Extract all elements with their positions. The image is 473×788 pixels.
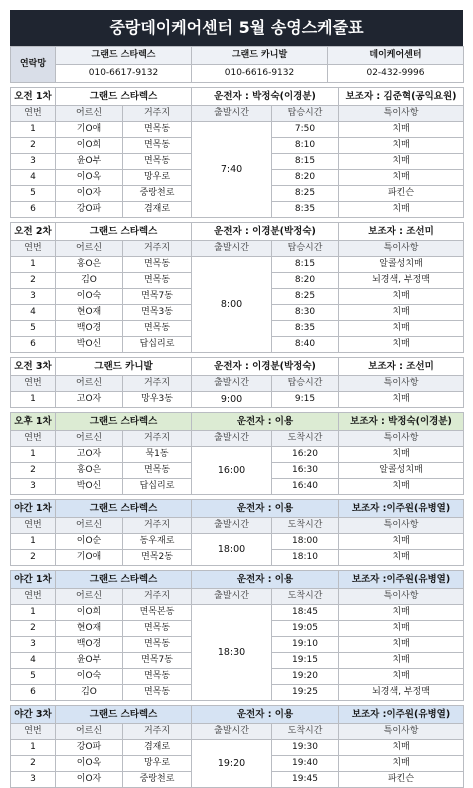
- driver-name: 운전자 : 이용: [192, 706, 339, 724]
- row-number: 1: [11, 605, 56, 621]
- column-header: 어르신: [56, 724, 123, 740]
- row-number: 4: [11, 305, 56, 321]
- senior-name: 이O옥: [56, 170, 123, 186]
- run-table: [10, 222, 464, 353]
- senior-name: 홍O은: [56, 463, 123, 479]
- depart-time: 9:00: [192, 392, 272, 408]
- column-header: 거주지: [123, 724, 192, 740]
- row-number: 1: [11, 740, 56, 756]
- column-header: 특이사항: [339, 724, 464, 740]
- special-note: 치매: [339, 122, 464, 138]
- residence: 중랑천로: [123, 772, 192, 788]
- vehicle-name: 그랜드 카니발: [56, 358, 192, 376]
- run-header-row: [11, 706, 464, 724]
- depart-time: 16:00: [192, 447, 272, 495]
- page-title: 중랑데이케어센터 5월 송영스케줄표: [10, 10, 463, 46]
- column-header: 탑승시간: [272, 241, 339, 257]
- column-header: 특이사항: [339, 431, 464, 447]
- residence: 답십리로: [123, 337, 192, 353]
- contact-name: 그랜드 카니발: [192, 47, 328, 65]
- column-header: 도착시간: [272, 431, 339, 447]
- row-number: 2: [11, 756, 56, 772]
- row-number: 1: [11, 122, 56, 138]
- contact-names-row: [11, 47, 464, 65]
- ride-time: 8:25: [272, 289, 339, 305]
- special-note: 알콜성치매: [339, 463, 464, 479]
- residence: 면목동: [123, 669, 192, 685]
- column-header: 어르신: [56, 589, 123, 605]
- row-number: 2: [11, 621, 56, 637]
- column-header-row: [11, 376, 464, 392]
- senior-name: 홍O은: [56, 257, 123, 273]
- table-row: [11, 447, 464, 463]
- ride-time: 19:25: [272, 685, 339, 701]
- column-header: 연번: [11, 518, 56, 534]
- senior-name: 이O순: [56, 534, 123, 550]
- ride-time: 8:35: [272, 202, 339, 218]
- row-number: 2: [11, 463, 56, 479]
- row-number: 5: [11, 321, 56, 337]
- column-header: 도착시간: [272, 518, 339, 534]
- special-note: 치매: [339, 305, 464, 321]
- run-label: 야간 3차: [11, 706, 56, 724]
- residence: 중랑천로: [123, 186, 192, 202]
- row-number: 1: [11, 257, 56, 273]
- ride-time: 18:45: [272, 605, 339, 621]
- column-header: 출발시간: [192, 518, 272, 534]
- contact-phones-row: [11, 65, 464, 83]
- run-header-row: [11, 358, 464, 376]
- column-header-row: [11, 106, 464, 122]
- column-header-row: [11, 589, 464, 605]
- run-label: 오전 3차: [11, 358, 56, 376]
- residence: 면목본동: [123, 605, 192, 621]
- senior-name: 박O신: [56, 337, 123, 353]
- vehicle-name: 그랜드 스타렉스: [56, 413, 192, 431]
- column-header-row: [11, 431, 464, 447]
- row-number: 4: [11, 170, 56, 186]
- senior-name: 이O숙: [56, 669, 123, 685]
- depart-time: 19:20: [192, 740, 272, 788]
- assistant-name: 보조자 :이주원(유병열): [339, 500, 464, 518]
- senior-name: 박O신: [56, 479, 123, 495]
- row-number: 5: [11, 186, 56, 202]
- special-note: 알콜성치매: [339, 257, 464, 273]
- column-header: 특이사항: [339, 241, 464, 257]
- table-row: [11, 740, 464, 756]
- residence: 동우재로: [123, 534, 192, 550]
- senior-name: 이O숙: [56, 289, 123, 305]
- column-header: 연번: [11, 241, 56, 257]
- senior-name: 기O애: [56, 122, 123, 138]
- row-number: 3: [11, 289, 56, 305]
- senior-name: 이O희: [56, 605, 123, 621]
- residence: 망우3동: [123, 392, 192, 408]
- vehicle-name: 그랜드 스타렉스: [56, 88, 192, 106]
- assistant-name: 보조자 :이주원(유병열): [339, 571, 464, 589]
- residence: 면목동: [123, 685, 192, 701]
- ride-time: 19:10: [272, 637, 339, 653]
- ride-time: 18:10: [272, 550, 339, 566]
- special-note: 치매: [339, 605, 464, 621]
- column-header: 탑승시간: [272, 106, 339, 122]
- ride-time: 8:30: [272, 305, 339, 321]
- ride-time: 16:30: [272, 463, 339, 479]
- ride-time: 8:20: [272, 170, 339, 186]
- senior-name: 이O자: [56, 772, 123, 788]
- ride-time: 19:05: [272, 621, 339, 637]
- vehicle-name: 그랜드 스타렉스: [56, 500, 192, 518]
- row-number: 6: [11, 337, 56, 353]
- senior-name: 백O경: [56, 637, 123, 653]
- ride-time: 16:40: [272, 479, 339, 495]
- column-header: 거주지: [123, 106, 192, 122]
- run-table: [10, 499, 464, 566]
- special-note: 치매: [339, 669, 464, 685]
- column-header: 어르신: [56, 241, 123, 257]
- special-note: 치매: [339, 740, 464, 756]
- driver-name: 운전자 : 이경분(박정숙): [192, 223, 339, 241]
- table-row: [11, 605, 464, 621]
- column-header: 거주지: [123, 518, 192, 534]
- run-table: [10, 412, 464, 495]
- run-table: [10, 570, 464, 701]
- ride-time: 8:35: [272, 321, 339, 337]
- run-label: 야간 1차: [11, 500, 56, 518]
- senior-name: 강O파: [56, 740, 123, 756]
- row-number: 3: [11, 637, 56, 653]
- special-note: 치매: [339, 321, 464, 337]
- column-header: 도착시간: [272, 589, 339, 605]
- vehicle-name: 그랜드 스타렉스: [56, 706, 192, 724]
- special-note: 치매: [339, 202, 464, 218]
- column-header: 특이사항: [339, 518, 464, 534]
- row-number: 3: [11, 154, 56, 170]
- column-header: 특이사항: [339, 376, 464, 392]
- column-header: 출발시간: [192, 106, 272, 122]
- special-note: 치매: [339, 550, 464, 566]
- vehicle-name: 그랜드 스타렉스: [56, 223, 192, 241]
- assistant-name: 보조자 : 조선미: [339, 223, 464, 241]
- special-note: 치매: [339, 392, 464, 408]
- senior-name: 현O재: [56, 621, 123, 637]
- special-note: 치매: [339, 154, 464, 170]
- column-header: 연번: [11, 589, 56, 605]
- senior-name: 강O파: [56, 202, 123, 218]
- run-header-row: [11, 571, 464, 589]
- column-header: 어르신: [56, 431, 123, 447]
- residence: 면목동: [123, 463, 192, 479]
- run-header-row: [11, 223, 464, 241]
- driver-name: 운전자 : 이경분(박정숙): [192, 358, 339, 376]
- vehicle-name: 그랜드 스타렉스: [56, 571, 192, 589]
- column-header-row: [11, 724, 464, 740]
- contact-name: 그랜드 스타렉스: [56, 47, 192, 65]
- column-header: 연번: [11, 724, 56, 740]
- ride-time: 8:40: [272, 337, 339, 353]
- column-header: 연번: [11, 376, 56, 392]
- table-row: [11, 534, 464, 550]
- run-table: [10, 87, 464, 218]
- residence: 망우로: [123, 756, 192, 772]
- table-row: [11, 392, 464, 408]
- residence: 면목동: [123, 257, 192, 273]
- special-note: 치매: [339, 653, 464, 669]
- assistant-name: 보조자 : 박정숙(이경분): [339, 413, 464, 431]
- row-number: 1: [11, 534, 56, 550]
- column-header: 출발시간: [192, 376, 272, 392]
- row-number: 2: [11, 273, 56, 289]
- senior-name: 김O: [56, 685, 123, 701]
- ride-time: 8:20: [272, 273, 339, 289]
- special-note: 치매: [339, 756, 464, 772]
- contact-phone: 010-6617-9132: [56, 65, 192, 83]
- special-note: 치매: [339, 534, 464, 550]
- residence: 면목동: [123, 637, 192, 653]
- special-note: 파킨슨: [339, 772, 464, 788]
- column-header: 출발시간: [192, 241, 272, 257]
- table-row: [11, 257, 464, 273]
- ride-time: 18:00: [272, 534, 339, 550]
- column-header-row: [11, 518, 464, 534]
- column-header: 도착시간: [272, 724, 339, 740]
- senior-name: 고O자: [56, 447, 123, 463]
- row-number: 3: [11, 772, 56, 788]
- row-number: 4: [11, 653, 56, 669]
- depart-time: 7:40: [192, 122, 272, 218]
- residence: 면목동: [123, 122, 192, 138]
- run-label: 오전 1차: [11, 88, 56, 106]
- special-note: 치매: [339, 447, 464, 463]
- ride-time: 8:25: [272, 186, 339, 202]
- column-header: 출발시간: [192, 724, 272, 740]
- special-note: 뇌경색, 부정맥: [339, 273, 464, 289]
- residence: 겸재로: [123, 740, 192, 756]
- ride-time: 9:15: [272, 392, 339, 408]
- ride-time: 8:15: [272, 154, 339, 170]
- contact-phone: 02-432-9996: [328, 65, 464, 83]
- assistant-name: 보조자 :이주원(유병열): [339, 706, 464, 724]
- senior-name: 이O자: [56, 186, 123, 202]
- row-number: 2: [11, 550, 56, 566]
- residence: 답십리로: [123, 479, 192, 495]
- column-header: 거주지: [123, 376, 192, 392]
- column-header: 특이사항: [339, 589, 464, 605]
- schedule-sections: [10, 83, 463, 788]
- senior-name: 고O자: [56, 392, 123, 408]
- residence: 묵1동: [123, 447, 192, 463]
- column-header-row: [11, 241, 464, 257]
- residence: 면목동: [123, 154, 192, 170]
- ride-time: 19:40: [272, 756, 339, 772]
- assistant-name: 보조자 : 조선미: [339, 358, 464, 376]
- senior-name: 윤O부: [56, 653, 123, 669]
- column-header: 연번: [11, 106, 56, 122]
- run-label: 야간 1차: [11, 571, 56, 589]
- senior-name: 백O경: [56, 321, 123, 337]
- row-number: 5: [11, 669, 56, 685]
- run-label: 오후 1차: [11, 413, 56, 431]
- residence: 면목동: [123, 273, 192, 289]
- ride-time: 19:45: [272, 772, 339, 788]
- row-number: 6: [11, 685, 56, 701]
- column-header: 탑승시간: [272, 376, 339, 392]
- row-number: 2: [11, 138, 56, 154]
- ride-time: 19:15: [272, 653, 339, 669]
- ride-time: 19:20: [272, 669, 339, 685]
- contact-label: 연락망: [11, 47, 56, 83]
- residence: 망우로: [123, 170, 192, 186]
- column-header: 거주지: [123, 431, 192, 447]
- column-header: 출발시간: [192, 589, 272, 605]
- senior-name: 윤O부: [56, 154, 123, 170]
- column-header: 어르신: [56, 106, 123, 122]
- residence: 면목7동: [123, 289, 192, 305]
- run-header-row: [11, 500, 464, 518]
- driver-name: 운전자 : 박정숙(이경분): [192, 88, 339, 106]
- depart-time: 8:00: [192, 257, 272, 353]
- depart-time: 18:30: [192, 605, 272, 701]
- residence: 겸재로: [123, 202, 192, 218]
- residence: 면목7동: [123, 653, 192, 669]
- senior-name: 현O재: [56, 305, 123, 321]
- column-header: 어르신: [56, 518, 123, 534]
- run-table: [10, 357, 464, 408]
- residence: 면목2동: [123, 550, 192, 566]
- run-label: 오전 2차: [11, 223, 56, 241]
- driver-name: 운전자 : 이용: [192, 571, 339, 589]
- run-table: [10, 705, 464, 788]
- column-header: 거주지: [123, 589, 192, 605]
- column-header: 특이사항: [339, 106, 464, 122]
- driver-name: 운전자 : 이용: [192, 500, 339, 518]
- ride-time: 19:30: [272, 740, 339, 756]
- special-note: 뇌경색, 부정맥: [339, 685, 464, 701]
- special-note: 치매: [339, 637, 464, 653]
- senior-name: 기O애: [56, 550, 123, 566]
- special-note: 치매: [339, 138, 464, 154]
- assistant-name: 보조자 : 김준혁(공익요원): [339, 88, 464, 106]
- depart-time: 18:00: [192, 534, 272, 566]
- column-header: 거주지: [123, 241, 192, 257]
- residence: 면목동: [123, 621, 192, 637]
- special-note: 치매: [339, 479, 464, 495]
- schedule-sheet: [10, 10, 463, 788]
- row-number: 1: [11, 392, 56, 408]
- run-header-row: [11, 413, 464, 431]
- special-note: 파킨슨: [339, 186, 464, 202]
- special-note: 치매: [339, 337, 464, 353]
- run-header-row: [11, 88, 464, 106]
- ride-time: 16:20: [272, 447, 339, 463]
- special-note: 치매: [339, 170, 464, 186]
- driver-name: 운전자 : 이용: [192, 413, 339, 431]
- contact-table: [10, 46, 464, 83]
- special-note: 치매: [339, 621, 464, 637]
- column-header: 연번: [11, 431, 56, 447]
- ride-time: 8:15: [272, 257, 339, 273]
- senior-name: 이O희: [56, 138, 123, 154]
- senior-name: 이O옥: [56, 756, 123, 772]
- residence: 면목동: [123, 138, 192, 154]
- residence: 면목동: [123, 321, 192, 337]
- column-header: 출발시간: [192, 431, 272, 447]
- table-row: [11, 122, 464, 138]
- ride-time: 7:50: [272, 122, 339, 138]
- senior-name: 김O: [56, 273, 123, 289]
- contact-phone: 010-6616-9132: [192, 65, 328, 83]
- column-header: 어르신: [56, 376, 123, 392]
- row-number: 6: [11, 202, 56, 218]
- row-number: 1: [11, 447, 56, 463]
- ride-time: 8:10: [272, 138, 339, 154]
- contact-name: 데이케어센터: [328, 47, 464, 65]
- row-number: 3: [11, 479, 56, 495]
- special-note: 치매: [339, 289, 464, 305]
- residence: 면목3동: [123, 305, 192, 321]
